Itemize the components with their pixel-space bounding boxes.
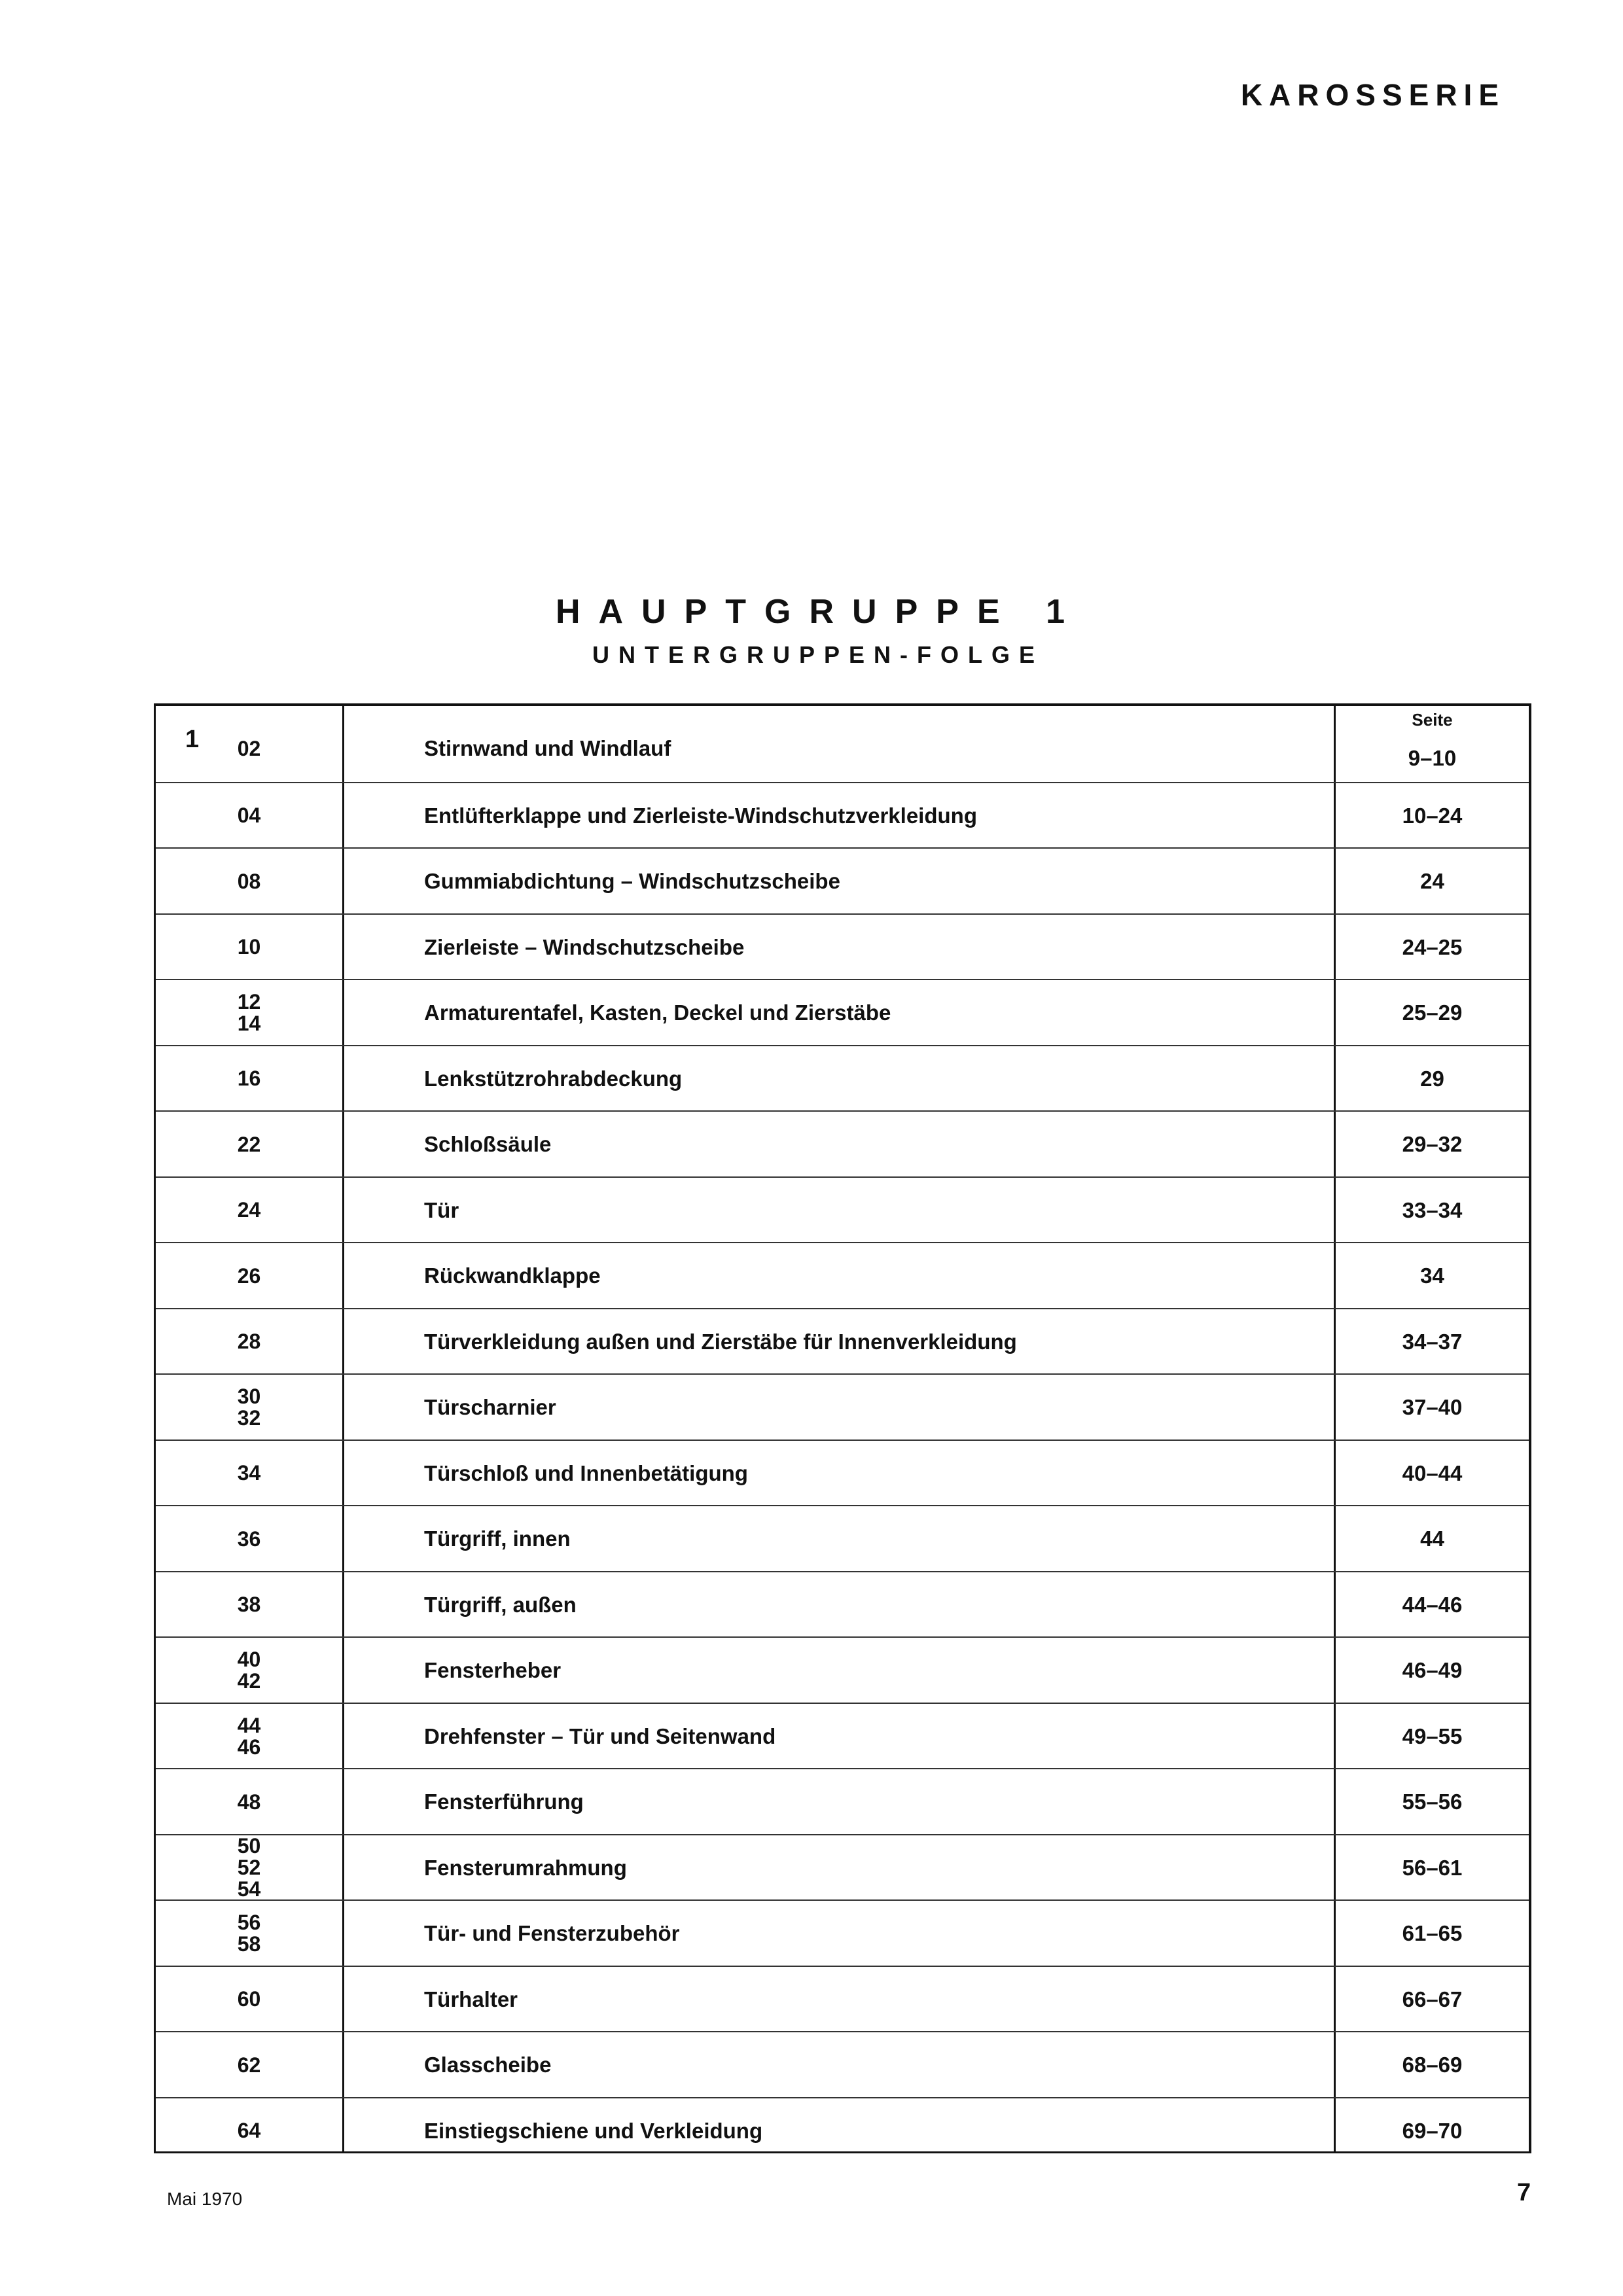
page-range: 44 (1420, 1527, 1444, 1551)
subgroup-number-cell (156, 1967, 342, 2033)
table-row (156, 1242, 1529, 1309)
subgroup-number: 08 (237, 869, 261, 893)
subgroup-number: 36 (237, 1527, 261, 1551)
table-row (156, 1834, 1529, 1901)
subgroup-number: 10 (237, 935, 261, 959)
subgroup-description: Stirnwand und Windlauf (424, 736, 671, 761)
page-range: 68–69 (1402, 2053, 1463, 2077)
subgroup-number: 52 (237, 1856, 261, 1880)
subgroup-number: 34 (237, 1461, 261, 1485)
page-range: 66–67 (1402, 1987, 1463, 2011)
subgroup-number-cell (156, 1835, 342, 1901)
subgroup-number: 58 (237, 1932, 261, 1956)
subgroup-description: Zierleiste – Windschutzscheibe (424, 934, 745, 959)
table-row (156, 1636, 1529, 1704)
subgroup-description: Lenkstützrohrabdeckung (424, 1066, 683, 1091)
subgroup-description: Türscharnier (424, 1395, 556, 1420)
subgroup-description: Tür- und Fensterzubehör (424, 1921, 680, 1946)
page-range: 56–61 (1402, 1855, 1463, 1880)
table-row (156, 1176, 1529, 1244)
table-row (156, 847, 1529, 915)
page-range: 24–25 (1402, 934, 1463, 959)
subgroup-number-cell (156, 1901, 342, 1967)
subgroup-description: Glasscheibe (424, 2053, 552, 2077)
table-row (156, 1505, 1529, 1572)
subgroup-number-cell (156, 915, 342, 981)
subgroup-number: 14 (237, 1012, 261, 1036)
subgroup-description: Tür (424, 1197, 459, 1222)
subgroup-number: 50 (237, 1834, 261, 1858)
subgroup-number: 38 (237, 1593, 261, 1617)
subgroup-description: Drehfenster – Tür und Seitenwand (424, 1723, 776, 1748)
subgroup-description: Türgriff, innen (424, 1527, 571, 1551)
subgroup-description: Fensterführung (424, 1790, 584, 1814)
subgroup-number-cell (156, 1243, 342, 1309)
subgroup-number: 28 (237, 1330, 261, 1354)
group-marker: 1 (185, 726, 200, 753)
page-range: 46–49 (1402, 1658, 1463, 1683)
subgroup-description: Rückwandklappe (424, 1263, 601, 1288)
subgroup-description: Türgriff, außen (424, 1592, 577, 1617)
subgroup-description: Gummiabdichtung – Windschutzscheibe (424, 869, 840, 894)
subgroup-number-cell (156, 2032, 342, 2098)
table-row (156, 1966, 1529, 2033)
table-row (156, 1373, 1529, 1441)
subgroup-number: 64 (237, 2119, 261, 2143)
subgroup-description: Schloßsäule (424, 1132, 552, 1157)
subgroup-number-cell (156, 1572, 342, 1638)
subgroup-number-cell (156, 1704, 342, 1770)
subgroup-number: 40 (237, 1648, 261, 1672)
subgroup-number-cell (156, 1769, 342, 1835)
subgroup-number: 60 (237, 1987, 261, 2011)
subgroup-number-cell (156, 849, 342, 915)
page-range: 34–37 (1402, 1329, 1463, 1354)
page-range: 69–70 (1402, 2118, 1463, 2143)
page-range: 49–55 (1402, 1723, 1463, 1748)
subgroup-number: 48 (237, 1790, 261, 1814)
table-row (156, 782, 1529, 849)
table-row (156, 913, 1529, 981)
subgroup-number-cell (156, 1441, 342, 1507)
subgroup-description: Türschloß und Innenbetätigung (424, 1460, 748, 1485)
table-row (156, 1110, 1529, 1178)
page-range: 29 (1420, 1066, 1444, 1091)
subgroup-number-cell (156, 1375, 342, 1441)
table-row (156, 1045, 1529, 1112)
subgroup-number: 44 (237, 1713, 261, 1737)
page-range: 34 (1420, 1263, 1444, 1288)
subgroup-number-cell (156, 1178, 342, 1244)
table-row (156, 2031, 1529, 2098)
page-range: 29–32 (1402, 1132, 1463, 1157)
subgroup-number: 02 (237, 736, 261, 760)
contents-table (154, 703, 1531, 2153)
subgroup-number: 54 (237, 1877, 261, 1901)
table-row (156, 979, 1529, 1046)
subgroup-description: Armaturentafel, Kasten, Deckel und Zierstäbe (424, 1000, 891, 1025)
page-column-label: Seite (1412, 710, 1453, 730)
subgroup-number: 26 (237, 1263, 261, 1288)
subgroup-number-cell (156, 1112, 342, 1178)
sub-title: UNTERGRUPPEN-FOLGE (592, 641, 1044, 668)
page-range: 44–46 (1402, 1592, 1463, 1617)
subgroup-number-cell (156, 716, 342, 782)
table-row (156, 1703, 1529, 1770)
subgroup-number-cell (156, 1309, 342, 1375)
table-row (156, 1571, 1529, 1638)
subgroup-number: 32 (237, 1406, 261, 1430)
subgroup-number-cell (156, 2098, 342, 2164)
page-range: 61–65 (1402, 1921, 1463, 1946)
subgroup-number: 16 (237, 1067, 261, 1091)
subgroup-number-cell (156, 980, 342, 1046)
subgroup-number: 04 (237, 804, 261, 828)
main-title: HAUPTGRUPPE 1 (555, 593, 1084, 631)
subgroup-description: Türverkleidung außen und Zierstäbe für Innenverkleidung (424, 1329, 1017, 1354)
table-row (156, 1439, 1529, 1507)
subgroup-number-cell (156, 1638, 342, 1704)
subgroup-number-cell (156, 1506, 342, 1572)
subgroup-number: 46 (237, 1735, 261, 1759)
page-range: 24 (1420, 869, 1444, 894)
subgroup-description: Fensterheber (424, 1658, 562, 1683)
subgroup-description: Einstiegschiene und Verkleidung (424, 2118, 763, 2143)
subgroup-description: Türhalter (424, 1987, 518, 2011)
page-range: 25–29 (1402, 1000, 1463, 1025)
page-range: 33–34 (1402, 1197, 1463, 1222)
subgroup-number: 30 (237, 1385, 261, 1409)
table-row (156, 2097, 1529, 2164)
footer-date: Mai 1970 (167, 2189, 243, 2209)
subgroup-number-cell (156, 1046, 342, 1112)
page-range: 9–10 (1408, 746, 1457, 771)
subgroup-number: 62 (237, 2053, 261, 2077)
subgroup-number: 12 (237, 990, 261, 1014)
table-row (156, 716, 1529, 782)
subgroup-number-cell (156, 783, 342, 849)
subgroup-description: Entlüfterklappe und Zierleiste-Windschutzverkleidung (424, 803, 977, 828)
page-number: 7 (1517, 2179, 1531, 2206)
page-range: 40–44 (1402, 1460, 1463, 1485)
subgroup-number: 24 (237, 1198, 261, 1222)
subgroup-number: 22 (237, 1132, 261, 1156)
table-row (156, 1308, 1529, 1375)
subgroup-number: 42 (237, 1669, 261, 1693)
page-range: 10–24 (1402, 803, 1463, 828)
subgroup-number: 56 (237, 1911, 261, 1935)
section-header: KAROSSERIE (1240, 78, 1505, 112)
page-range: 55–56 (1402, 1790, 1463, 1814)
page-range: 37–40 (1402, 1395, 1463, 1420)
subgroup-description: Fensterumrahmung (424, 1855, 627, 1880)
table-row (156, 1768, 1529, 1835)
table-row (156, 1899, 1529, 1967)
